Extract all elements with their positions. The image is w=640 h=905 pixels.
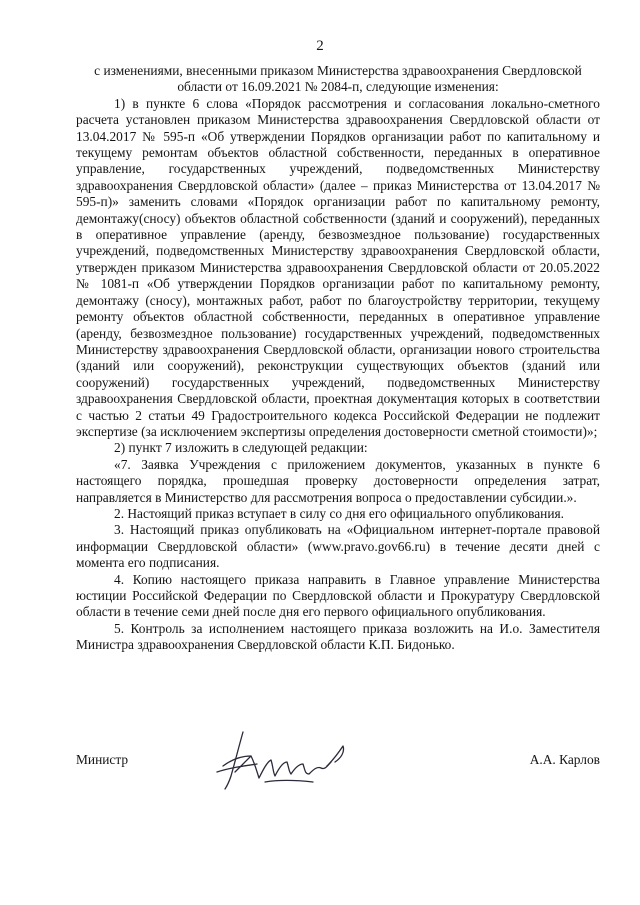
paragraph-quoted-clause-7: «7. Заявка Учреждения с приложением документов, указанных в пункте 6 настоящего порядка, прошедшая проверку достоверности определения затрат, направляется в Министерство для рассмотрения вопроса о предоставлении субсидии.».: [76, 456, 600, 505]
signatory-name: А.А. Карлов: [529, 752, 600, 767]
paragraph-point-4: 4. Копию настоящего приказа направить в Главное управление Министерства юстиции Российской Федерации по Свердловской области и Прокуратуру Свердловской области в течение семи дней после дня его первого официального опубликования.: [76, 571, 600, 620]
paragraph-item-2: 2) пункт 7 изложить в следующей редакции:: [114, 440, 368, 456]
paragraph-point-3: 3. Настоящий приказ опубликовать на «Официальном интернет-портале правовой информации Свердловской области» (www.pravo.gov66.ru) в течение десяти дней с момента его подписания.: [76, 522, 600, 571]
paragraph-point-2: 2. Настоящий приказ вступает в силу со дня его официального опубликования.: [114, 505, 564, 521]
paragraph-item-1: 1) в пункте 6 слова «Порядок рассмотрения и согласования локально-сметного расчета установлен приказом Министерства здравоохранения Свердловской области от 13.04.2017 № 595-п «Об утверждении Порядков организации работ по капитальному и текущему ремонтам объектов областной собственности, переданных в оперативное управление, государственных учреждений, подведомственных Министерству здравоохранения Свердловской области» (далее – приказ Министерства от 13.04.2017 № 595-п)» заменить словами «Порядок организации работ по капитальному ремонту, демонтажу(сносу) объектов областной собственности (зданий и сооружений), переданных в оперативное управление (аренду, безвозмездное пользование) государственных учреждений, подведомственных Министерству здравоохранения Свердловской области, утвержден приказом Министерства здравоохранения Свердловской области от 20.05.2022 № 1081-п «Об утверждении Порядков организации работ по капитальному ремонту, демонтажу (сносу), монтажных работ, работ по благоустройству территории, текущему ремонту объектов областной собственности, переданных в оперативное управление (аренду, безвозмездное пользование) государственных учреждений, подведомственных Министерству здравоохранения Свердловской области, организации нового строительства (зданий или сооружений), реконструкции существующих объектов (зданий или сооружений) государственных учреждений, подведомственных Министерству здравоохранения Свердловской области, проектная документация которых в соответствии с частью 2 статьи 49 Градостроительного кодекса Российской Федерации не подлежит экспертизе (за исключением экспертизы определения достоверности сметной стоимости)»;: [76, 95, 600, 439]
paragraph-point-5: 5. Контроль за исполнением настоящего приказа возложить на И.о. Заместителя Министра здравоохранения Свердловской области К.П. Бидонько.: [76, 620, 600, 653]
document-body: [76, 63, 600, 654]
page-number: 2: [316, 38, 324, 54]
handwritten-signature: [205, 722, 355, 794]
signatory-position: Министр: [76, 752, 129, 767]
paragraph-continuation: с изменениями, внесенными приказом Министерства здравоохранения Свердловской области от 16.09.2021 № 2084-п, следующие изменения:: [94, 63, 582, 95]
